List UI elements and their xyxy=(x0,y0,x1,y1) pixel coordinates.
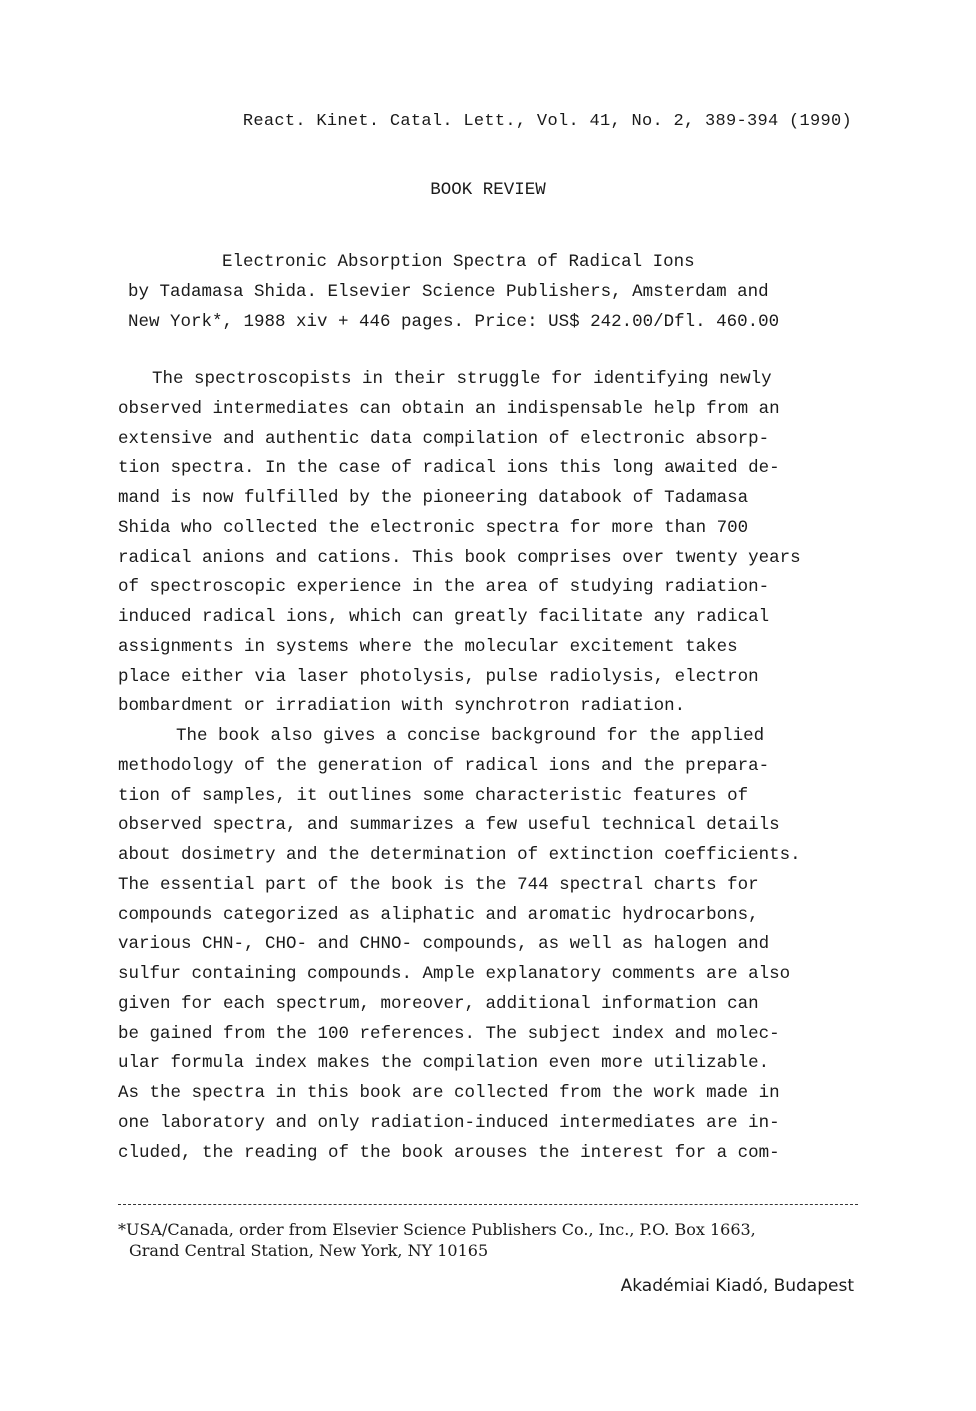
footnote xyxy=(118,1219,756,1261)
paragraph-line: The spectroscopists in their struggle for identifying newly xyxy=(152,369,772,389)
paragraph-line: be gained from the 100 references. The subject index and molec- xyxy=(118,1023,780,1044)
paragraph-line: methodology of the generation of radical ions and the prepara- xyxy=(118,755,770,776)
paragraph-line: cluded, the reading of the book arouses the interest for a com- xyxy=(118,1142,780,1163)
footnote-line: Grand Central Station, New York, NY 10165 xyxy=(129,1241,489,1260)
paragraph-line: tion spectra. In the case of radical ions this long awaited de- xyxy=(118,458,780,479)
paragraph-line: The book also gives a concise background for the applied xyxy=(176,726,765,746)
paragraph-line: observed spectra, and summarizes a few useful technical details xyxy=(118,815,780,836)
paragraph-line: mand is now fulfilled by the pioneering databook of Tadamasa xyxy=(118,488,749,508)
paragraph-line: observed intermediates can obtain an indispensable help from an xyxy=(118,398,780,419)
paragraph-line: Shida who collected the electronic spectra for more than 700 xyxy=(118,517,749,538)
paragraph-line: radical anions and cations. This book comprises over twenty years xyxy=(118,547,801,568)
publisher-imprint: Akadémiai Kiadó, Budapest xyxy=(620,1276,854,1296)
paragraph-line: one laboratory and only radiation-induced intermediates are in- xyxy=(118,1112,780,1133)
paragraph-line: The essential part of the book is the 744 spectral charts for xyxy=(118,874,759,895)
paragraph-line: of spectroscopic experience in the area of studying radiation- xyxy=(118,577,770,598)
paragraph-line: bombardment or irradiation with synchrotron radiation. xyxy=(118,696,686,717)
book-info xyxy=(0,247,976,337)
paragraph-line: assignments in systems where the molecular excitement takes xyxy=(118,636,738,657)
journal-citation: React. Kinet. Catal. Lett., Vol. 41, No. 2, 389-394 (1990) xyxy=(242,112,852,131)
paragraph-line: As the spectra in this book are collected from the work made in xyxy=(118,1083,780,1103)
paragraph-line: about dosimetry and the determination of extinction coefficients. xyxy=(118,845,801,865)
paragraph-line: induced radical ions, which can greatly facilitate any radical xyxy=(118,607,770,627)
footnote-divider xyxy=(118,1204,858,1205)
footnote-line: *USA/Canada, order from Elsevier Science Publishers Co., Inc., P.O. Box 1663, xyxy=(118,1220,756,1239)
paragraph-line: given for each spectrum, moreover, additional information can xyxy=(118,993,759,1014)
paragraph-line: extensive and authentic data compilation of electronic absorp- xyxy=(118,428,770,449)
paragraph-line: place either via laser photolysis, pulse radiolysis, electron xyxy=(118,666,759,687)
book-title: Electronic Absorption Spectra of Radical Ions xyxy=(222,252,695,272)
review-body xyxy=(118,365,878,1168)
section-title: BOOK REVIEW xyxy=(430,180,546,200)
paragraph-line: tion of samples, it outlines some characteristic features of xyxy=(118,785,749,806)
paragraph-line: compounds categorized as aliphatic and aromatic hydrocarbons, xyxy=(118,904,759,925)
book-publication-line: by Tadamasa Shida. Elsevier Science Publishers, Amsterdam and xyxy=(128,282,769,302)
paragraph-line: various CHN-, CHO- and CHNO- compounds, as well as halogen and xyxy=(118,934,770,955)
book-publication-line: New York*, 1988 xiv + 446 pages. Price: US$ 242.00/Dfl. 460.00 xyxy=(128,312,780,332)
paragraph-line: ular formula index makes the compilation even more utilizable. xyxy=(118,1053,770,1074)
paragraph-line: sulfur containing compounds. Ample explanatory comments are also xyxy=(118,964,791,984)
